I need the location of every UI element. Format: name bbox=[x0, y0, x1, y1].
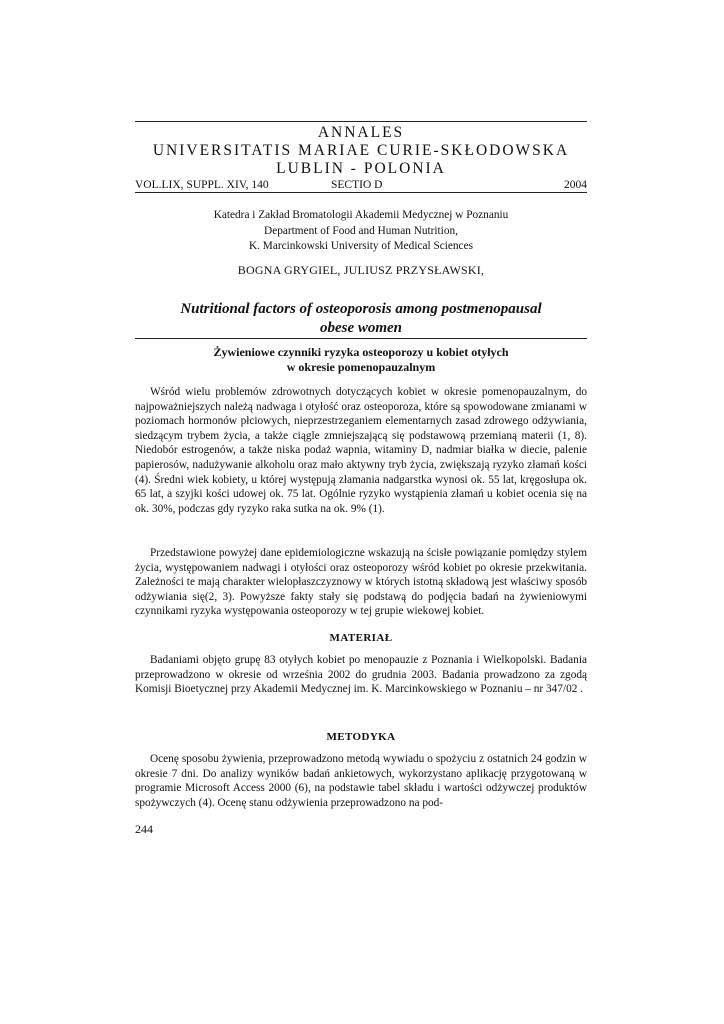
authors: BOGNA GRYGIEL, JULIUSZ PRZYSŁAWSKI, bbox=[237, 263, 485, 277]
title-english-line2: obese women bbox=[319, 320, 403, 336]
journal-title-line3: LUBLIN - POLONIA bbox=[276, 160, 446, 177]
affiliation-line2: Department of Food and Human Nutrition, bbox=[264, 224, 458, 237]
material-heading: MATERIAŁ bbox=[329, 632, 393, 644]
title-english-line1: Nutritional factors of osteoporosis among postmenopausal bbox=[180, 301, 542, 317]
affiliation-line1: Katedra i Zakład Bromatologii Akademii Medycznej w Poznaniu bbox=[213, 209, 509, 221]
affiliation bbox=[135, 208, 587, 255]
intro-paragraph-2: Przedstawione powyżej dane epidemiologiczne wskazują na ścisłe powiązanie pomiędzy stylem życia, występowaniem nadwagi i otyłości oraz osteoporozy wśród kobiet po okresie przekwitania. Zależności te mają charakter wielopłaszczyznowy w których istotną składową jest właściwy sposób odżywiania się(2, 3). Powyższe fakty stały się podstawą do podjęcia badań na żywieniowymi czynnikami ryzyka występowania osteoporozy w tej grupie wiekowej kobiet. bbox=[135, 547, 587, 618]
volume-info: VOL.LIX, SUPPL. XIV, 140 bbox=[135, 179, 269, 191]
intro-paragraph-1: Wśród wielu problemów zdrowotnych dotyczących kobiet w okresie pomenopauzalnym, do najpoważniejszych należą nadwaga i otyłość oraz osteoporoza, które są spowodowane zmianami w poziomach hormonów płciowych, nieprzestrzeganiem elementarnych zasad zdrowego odżywiania, siedzącym trybem życia, a także ciągle zmniejszającą się podstawową przemianą materii (1, 8). Niedobór estrogenów, a także niska podaż wapnia, witaminy D, nadmiar białka w diecie, palenie papierosów, nadużywanie alkoholu oraz mało aktywny tryb życia, zwiększają ryzyko złamań kości (4). Średni wiek kobiety, u której występują złamania nadgarstka wynosi ok. 55 lat, kręgosłupa ok. 65 lat, a szyjki kości udowej ok. 75 lat. Ogólnie ryzyko wystąpienia złamań u kobiet ocenia się na ok. 30%, podczas gdy ryzyko raka sutka na ok. 9% (1). bbox=[135, 386, 587, 515]
methods-heading: METODYKA bbox=[326, 731, 396, 743]
journal-meta-row bbox=[135, 178, 587, 192]
title-polish-line2: w okresie pomenopauzalnym bbox=[286, 360, 436, 374]
page-number: 244 bbox=[135, 822, 153, 836]
section-info: SECTIO D bbox=[331, 179, 383, 191]
header-top-rule bbox=[135, 121, 587, 122]
title-rule bbox=[135, 338, 587, 339]
affiliation-line3: K. Marcinkowski University of Medical Sciences bbox=[248, 240, 473, 252]
title-polish bbox=[135, 345, 587, 375]
title-english bbox=[135, 300, 587, 338]
methods-paragraph: Ocenę sposobu żywienia, przeprowadzono metodą wywiadu o spożyciu z ostatnich 24 godzin w okresie 7 dni. Do analizy wyników badań ankietowych, wykorzystano aplikację przygotowaną w programie Microsoft Access 2000 (6), na podstawie tabel składu i wartości odżywczej produktów spożywczych (4). Ocenę stanu odżywienia przeprowadzono na pod- bbox=[135, 753, 587, 809]
journal-title-line1: ANNALES bbox=[317, 124, 405, 141]
material-paragraph: Badaniami objęto grupę 83 otyłych kobiet po menopauzie z Poznania i Wielkopolski. Badania przeprowadzono w okresie od września 2002 do grudnia 2003. Badania prowadzono za zgodą Komisji Bioetycznej przy Akademii Medycznej im. K. Marcinkowskiego w Poznaniu – nr 347/02 . bbox=[135, 654, 587, 696]
journal-title-line2: UNIVERSITATIS MARIAE CURIE-SKŁODOWSKA bbox=[152, 142, 570, 159]
year-info: 2004 bbox=[564, 179, 587, 191]
header-bottom-rule bbox=[135, 192, 587, 193]
title-polish-line1: Żywieniowe czynniki ryzyka osteoporozy u kobiet otyłych bbox=[213, 345, 509, 359]
